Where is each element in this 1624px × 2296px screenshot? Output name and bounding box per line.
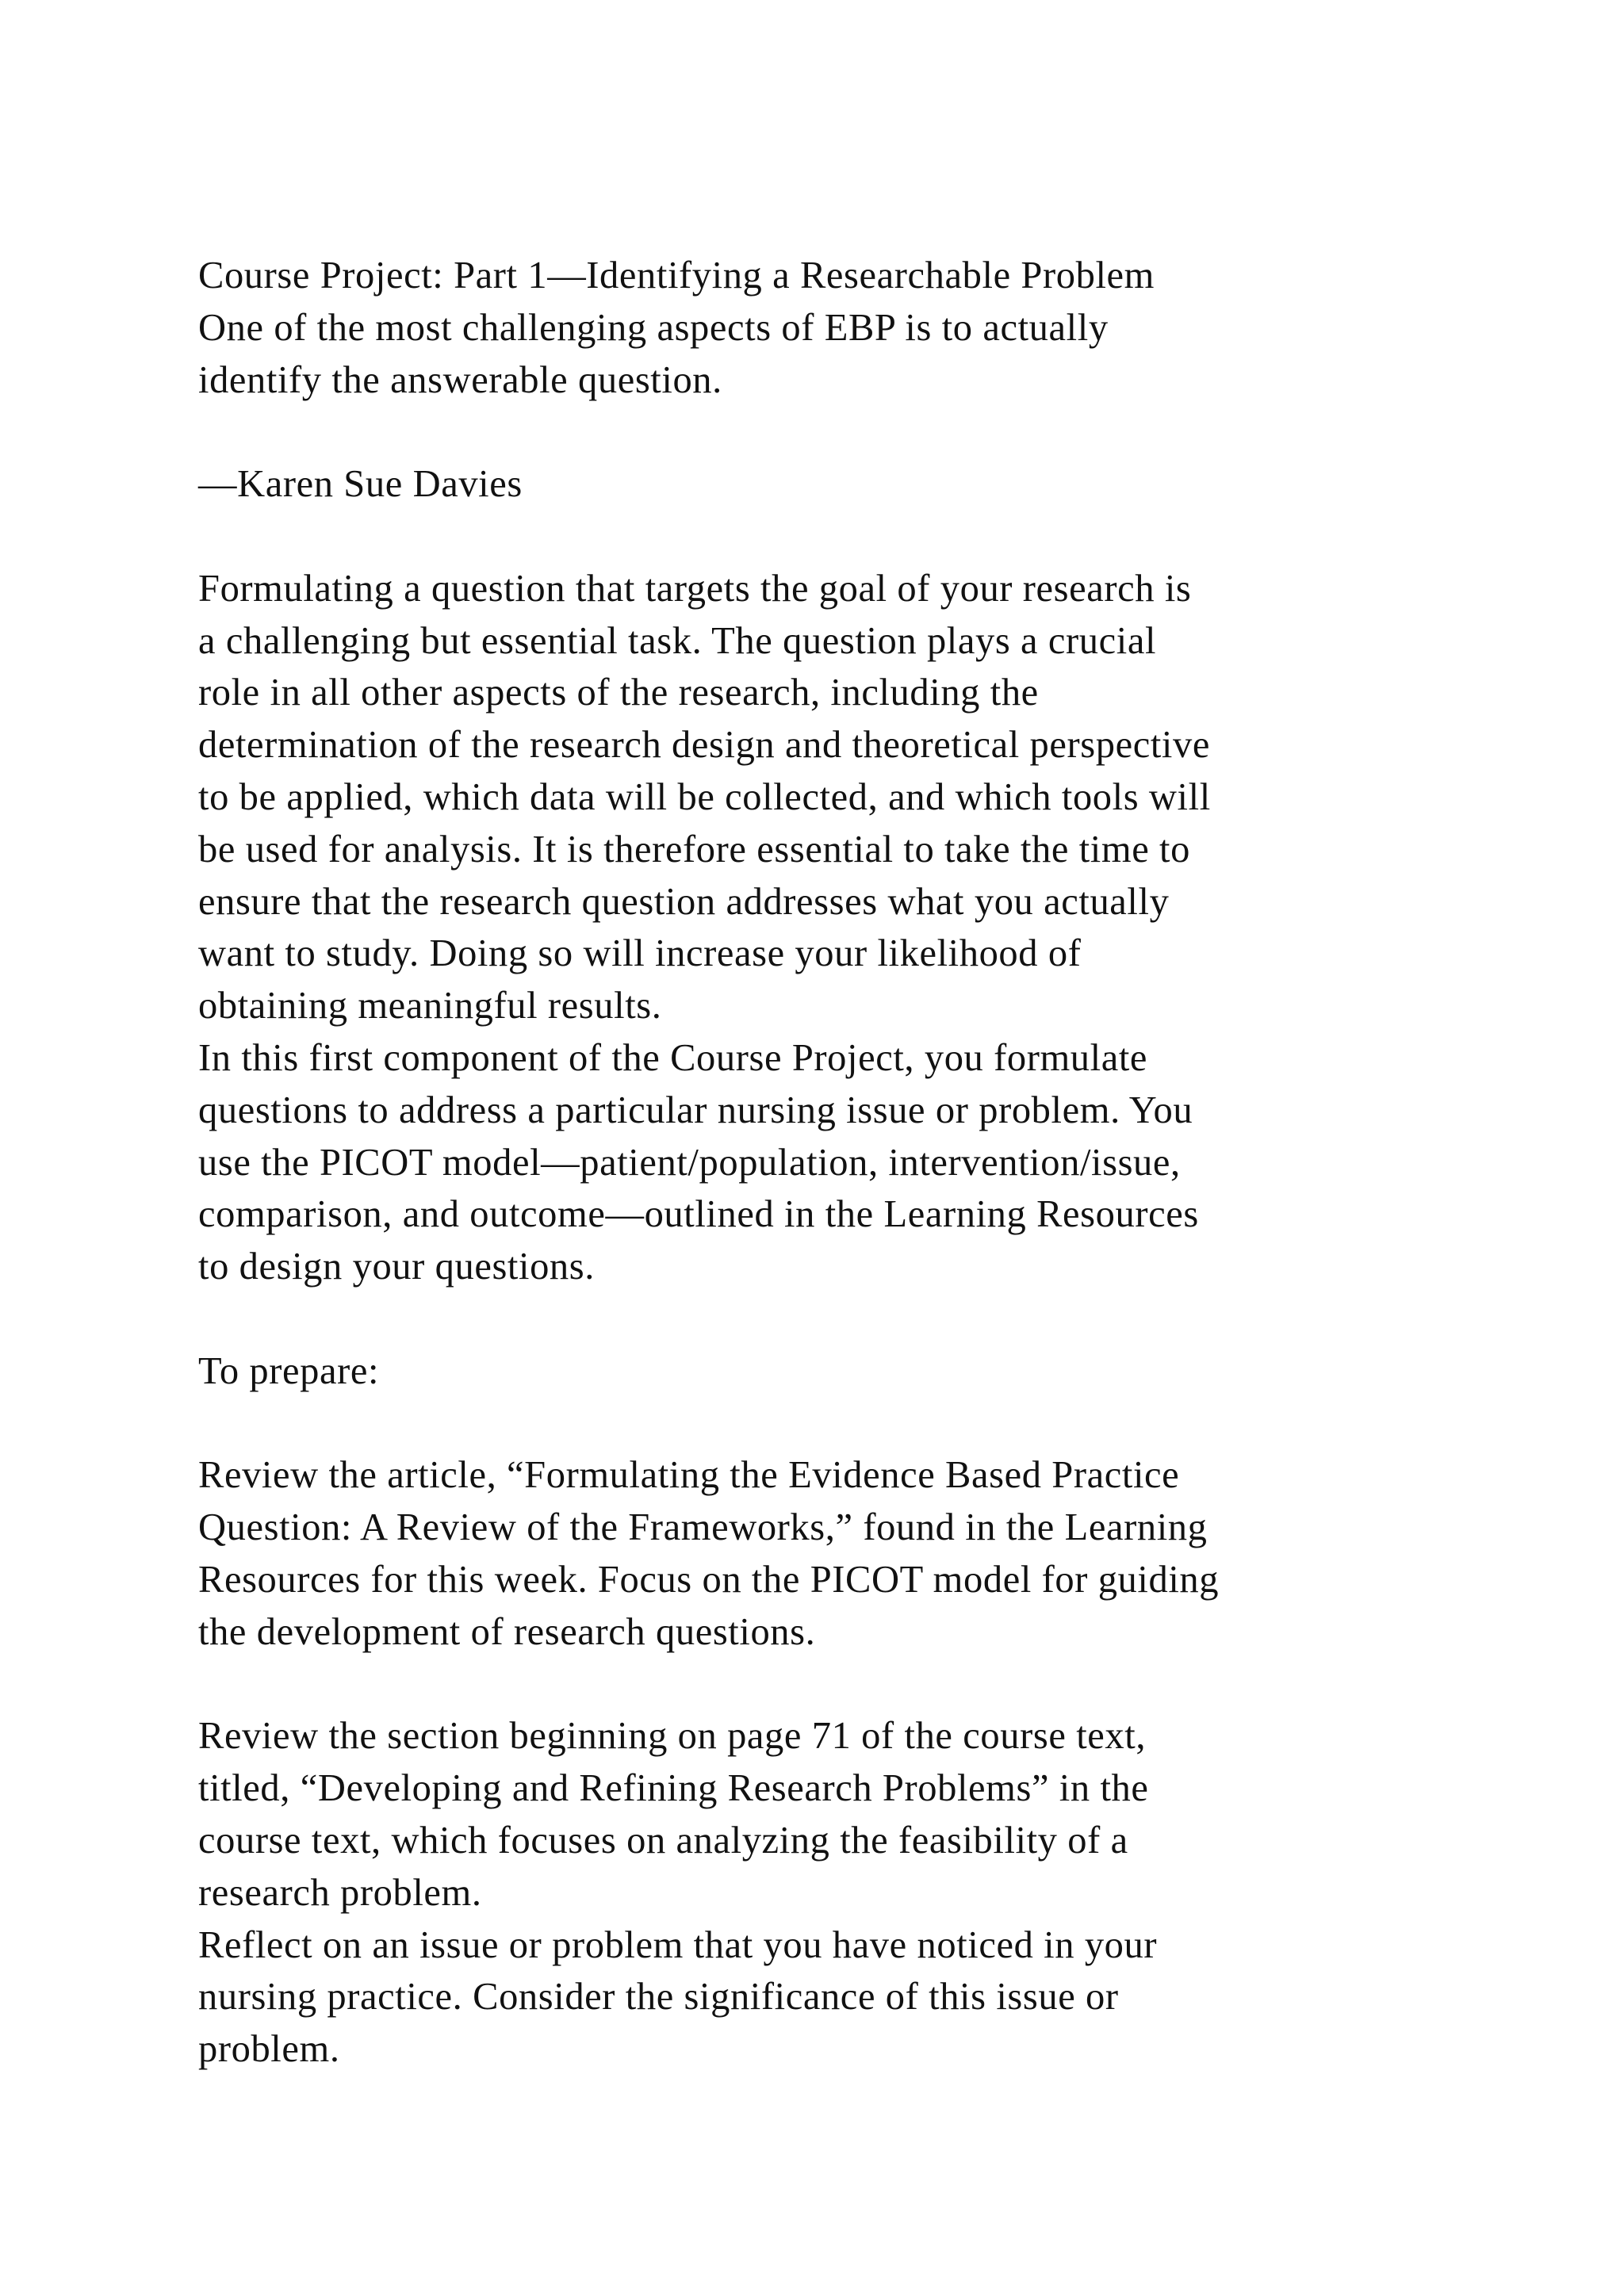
- document-title: Course Project: Part 1—Identifying a Researchable Problem: [198, 254, 1155, 297]
- list-item-line: research problem.: [198, 1871, 482, 1914]
- epigraph-attribution: —Karen Sue Davies: [198, 463, 523, 506]
- paragraph-line: Formulating a question that targets the goal of your research is: [198, 567, 1192, 610]
- blank-line: [198, 1293, 1546, 1345]
- section-heading: To prepare:: [198, 1349, 380, 1392]
- paragraph-line: determination of the research design and theoretical perspective: [198, 724, 1210, 767]
- blank-line: [198, 511, 1546, 563]
- list-item-line: course text, which focuses on analyzing the feasibility of a: [198, 1819, 1128, 1862]
- paragraph-line: want to study. Doing so will increase your likelihood of: [198, 932, 1082, 975]
- paragraph-line: In this first component of the Course Project, you formulate: [198, 1036, 1148, 1079]
- list-item-line: nursing practice. Consider the significance of this issue or: [198, 1976, 1119, 2019]
- paragraph-line: to design your questions.: [198, 1246, 595, 1288]
- blank-line: [198, 1398, 1546, 1450]
- paragraph-line: comparison, and outcome—outlined in the Learning Resources: [198, 1193, 1199, 1236]
- list-item-line: Question: A Review of the Frameworks,” found in the Learning: [198, 1506, 1208, 1549]
- list-item-line: Review the section beginning on page 71 of the course text,: [198, 1715, 1147, 1758]
- paragraph-line: use the PICOT model—patient/population, intervention/issue,: [198, 1141, 1181, 1184]
- list-item-line: problem.: [198, 2028, 340, 2071]
- paragraph-line: role in all other aspects of the research, including the: [198, 672, 1039, 714]
- blank-line: [198, 1659, 1546, 1711]
- paragraph-line: obtaining meaningful results.: [198, 985, 662, 1027]
- paragraph-line: be used for analysis. It is therefore essential to take the time to: [198, 828, 1190, 871]
- list-item-line: Resources for this week. Focus on the PICOT model for guiding: [198, 1558, 1220, 1601]
- list-item-line: Reflect on an issue or problem that you have noticed in your: [198, 1923, 1158, 1966]
- paragraph-line: questions to address a particular nursing issue or problem. You: [198, 1089, 1193, 1131]
- list-item-line: Review the article, “Formulating the Evidence Based Practice: [198, 1454, 1180, 1497]
- paragraph-line: ensure that the research question addresses what you actually: [198, 880, 1170, 923]
- paragraph-line: to be applied, which data will be collected, and which tools will: [198, 775, 1211, 818]
- epigraph-line: One of the most challenging aspects of EBP is to actually: [198, 306, 1109, 349]
- epigraph-line: identify the answerable question.: [198, 358, 722, 401]
- paragraph-line: a challenging but essential task. The question plays a crucial: [198, 619, 1157, 662]
- blank-line: [198, 406, 1546, 458]
- list-item-line: the development of research questions.: [198, 1610, 816, 1653]
- list-item-line: titled, “Developing and Refining Research Problems” in the: [198, 1767, 1149, 1810]
- document-body: [198, 250, 1546, 2076]
